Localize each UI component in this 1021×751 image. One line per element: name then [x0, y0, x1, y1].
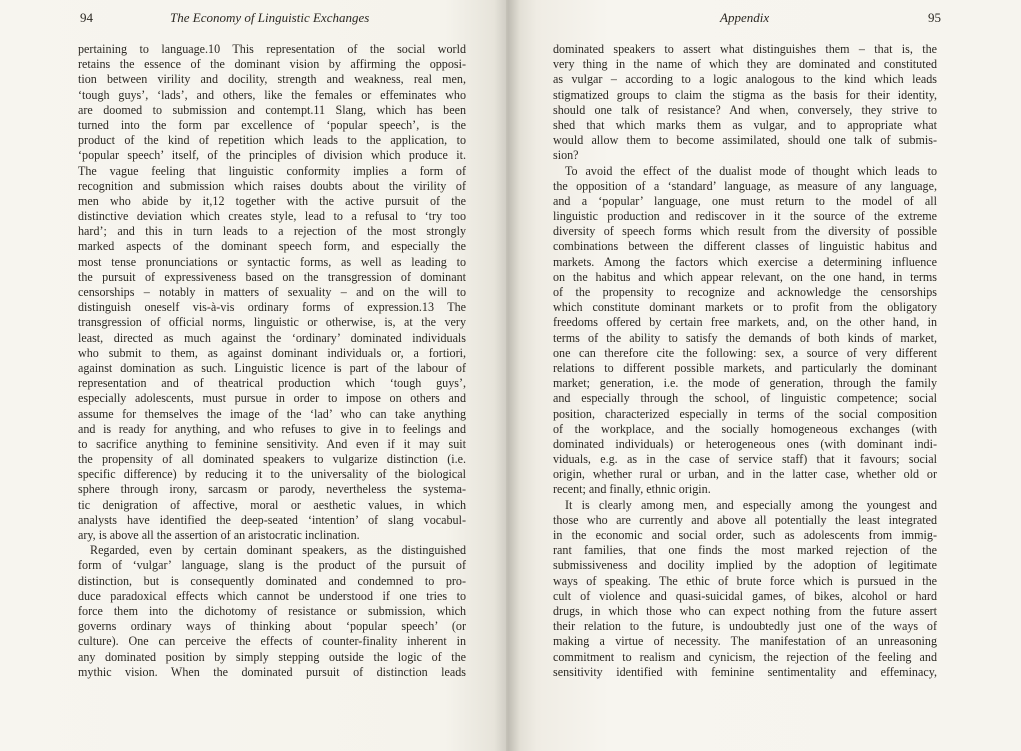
text-line: recent; and finally, ethnic origin.: [553, 482, 711, 497]
text-line: force them into the dichotomy of resistance or submission, which: [78, 603, 466, 618]
text-line: as vulgar – according to a logic analogous to the kind which leads: [553, 72, 937, 87]
text-line: shed that which marks them as vulgar, and to appropriate what: [553, 117, 937, 132]
text-line: censorships – notably in matters of sexuality – and on the will to: [78, 285, 466, 299]
text-line: the opposition of a ‘standard’ language, as measure of any language,: [553, 178, 937, 193]
text-line: drugs, in which those who can expect nothing from the future assert: [553, 603, 937, 618]
text-line: of the workplace, and the socially homogeneous exchanges (with: [553, 421, 937, 436]
text-line: combinations between the different classes of linguistic habitus and: [553, 239, 937, 254]
text-line: specific difference) by reducing it to the universality of the biological: [78, 467, 466, 482]
text-line: product of the kind of repetition which leads to the application, to: [78, 133, 466, 148]
text-line: one can therefore cite the following: sex, a source of very different: [553, 345, 937, 360]
text-line: which constitute dominant markets or to profit from the obligatory: [553, 300, 937, 315]
text-line: commitment to realism and cynicism, the rejection of the feeling and: [553, 649, 937, 664]
text-line: dominated speakers to assert what distinguishes them – that is, the: [553, 42, 937, 56]
text-line: men who abide by it,12 together with the active pursuit of the: [78, 193, 466, 208]
text-line: of the propensity to recognize and acknowledge the censorships: [553, 285, 937, 299]
text-line: The vague feeling that linguistic conformity implies a form of: [78, 163, 466, 178]
right-running-title: Appendix: [720, 10, 770, 25]
text-line: dominated individuals) or heterogeneous ones (with dominant indi-: [553, 436, 937, 451]
text-line: position, characterized especially in terms of the social composition: [553, 406, 937, 421]
text-line: the pursuit of expressiveness based on the transgression of dominant: [78, 269, 466, 284]
text-line: markets. Among the factors which exercise a determining influence: [553, 254, 937, 269]
left-page: [0, 0, 506, 751]
text-line: against domination as such. Linguistic licence is part of the labour of: [78, 360, 466, 375]
text-line: and is ready for anything, and who refuses to give in to feelings and: [78, 421, 466, 436]
text-line: should one talk of resistance? And when, conversely, they strive to: [553, 102, 937, 117]
text-line: form of ‘vulgar’ language, slang is the product of the pursuit of: [78, 558, 466, 573]
text-line: their relation to the future, is undoubtedly just one of the ways of: [553, 619, 937, 634]
left-running-title: The Economy of Linguistic Exchanges: [170, 10, 370, 25]
text-line: governs ordinary ways of thinking about ‘popular speech’ (or: [78, 619, 466, 634]
text-line: to sacrifice anything to feminine sensitivity. And even if it may suit: [78, 436, 466, 451]
text-line: the propensity of all dominated speakers to vulgarize distinction (i.e.: [78, 452, 466, 467]
text-line: diversity of speech forms which result from the diversity of possible: [553, 224, 937, 239]
text-line: cult of violence and quasi-suicidal games, of bikes, alcohol or hard: [553, 588, 937, 603]
text-line: sion?: [553, 148, 579, 163]
text-line: making a virtue of necessity. The manifestation of an unreasoning: [553, 634, 937, 649]
text-line: submissiveness and docility implied by the adoption of legitimate: [553, 558, 937, 573]
text-line: hard’; and this in turn leads to a rejection of the most strongly: [78, 224, 466, 239]
text-line: in the economic and social order, such as adolescents from immig-: [553, 528, 937, 542]
text-line: on the habitus and which appear relevant, on the one hand, in terms: [553, 269, 937, 284]
text-line: recognition and submission which raises doubts about the virility of: [78, 178, 466, 193]
text-line: most tense pronunciations or syntactic forms, as well as leading to: [78, 254, 466, 269]
text-line: To avoid the effect of the dualist mode of thought which leads to: [565, 163, 937, 178]
text-line: very thing in the name of which they are dominated and constituted: [553, 57, 937, 72]
text-line: tion between virility and docility, strength and weakness, real men,: [78, 72, 466, 87]
text-line: especially adolescents, must pursue in order to impose on others and: [78, 391, 466, 406]
text-line: It is clearly among men, and especially among the youngest and: [565, 497, 937, 512]
left-body-text: [78, 42, 466, 680]
text-line: turned into the form par excellence of ‘popular speech’, is the: [78, 117, 466, 132]
text-line: marked aspects of the dominant speech form, and especially the: [78, 239, 466, 254]
text-line: distinction, but is consequently dominated and condemned to pro-: [78, 573, 466, 588]
text-line: tic denigration of affective, moral or aesthetic values, in which: [78, 497, 466, 512]
text-line: distinguish oneself vis-à-vis ordinary forms of expression.13 The: [78, 300, 466, 315]
left-page-number: 94: [80, 10, 93, 25]
text-line: who submit to them, as against dominant individuals or, a fortiori,: [78, 345, 466, 360]
text-line: ‘tough guys’, ‘lads’, and others, like the females or effeminates who: [78, 87, 466, 102]
text-line: viduals, e.g. as in the case of service staff) that it favours; social: [553, 452, 937, 467]
text-line: freedoms offered by certain free markets, and, on the other hand, in: [553, 315, 937, 330]
text-line: relations to different possible markets, and particularly the dominant: [553, 360, 937, 375]
right-body-text: [553, 42, 937, 680]
text-line: least, directed as much against the ‘ordinary’ dominated individuals: [78, 330, 466, 345]
text-line: assume for themselves the image of the ‘lad’ who can take anything: [78, 406, 466, 421]
text-line: are doomed to submission and contempt.11 Slang, which has been: [78, 102, 466, 117]
text-line: Regarded, even by certain dominant speakers, as the distinguished: [90, 543, 466, 558]
book-gutter-shadow: [494, 0, 520, 751]
text-line: any dominated position by simply stepping outside the logic of the: [78, 649, 466, 664]
text-line: distinctive deviation which creates style, lead to a refusal to ‘try too: [78, 209, 466, 224]
text-line: stigmatized groups to claim the stigma as the basis for their identity,: [553, 87, 937, 102]
text-line: terms of the ability to satisfy the demands of both kinds of market,: [553, 330, 937, 345]
text-line: representation and of theatrical production which ‘tough guys’,: [78, 376, 466, 391]
text-line: ‘popular speech’ itself, of the principles of division which produce it.: [78, 148, 466, 163]
text-line: those who are currently and above all potentially the least integrated: [553, 512, 937, 527]
text-line: and especially through the school, of linguistic competence; social: [553, 391, 937, 406]
text-line: origin, whether rural or urban, and in the latter case, whether old or: [553, 467, 937, 482]
text-line: would allow them to become assimilated, should one talk of submis-: [553, 133, 937, 148]
text-line: culture). One can perceive the effects of counter-finality inherent in: [78, 634, 466, 649]
text-line: ways of speaking. The ethic of brute force which is pursued in the: [553, 573, 937, 588]
right-page-number: 95: [928, 10, 941, 25]
text-line: ary, is above all the assertion of an aristocratic inclination.: [78, 528, 360, 542]
text-line: sphere through irony, sarcasm or parody, nevertheless the systema-: [78, 482, 466, 497]
text-line: market; generation, i.e. the mode of generation, through the family: [553, 376, 937, 391]
right-page: [506, 0, 1021, 751]
text-line: and a ‘popular’ language, one must return to the model of all: [553, 193, 937, 208]
text-line: rant families, that one finds the most marked rejection of the: [553, 543, 937, 558]
text-line: duce paradoxical effects which cannot be understood if one tries to: [78, 588, 466, 603]
text-line: retains the essence of the dominant vision by affirming the opposi-: [78, 57, 466, 72]
text-line: analysts have identified the deep-seated ‘intention’ of slang vocabul-: [78, 512, 466, 527]
text-line: linguistic production and rediscover in it the source of the extreme: [553, 209, 937, 224]
text-line: pertaining to language.10 This representation of the social world: [78, 42, 466, 56]
text-line: sensitivity identified with feminine sentimentality and effeminacy,: [553, 664, 937, 679]
text-line: transgression of official norms, linguistic or otherwise, is, at the very: [78, 315, 466, 330]
text-line: mythic vision. When the dominated pursuit of distinction leads: [78, 664, 466, 679]
